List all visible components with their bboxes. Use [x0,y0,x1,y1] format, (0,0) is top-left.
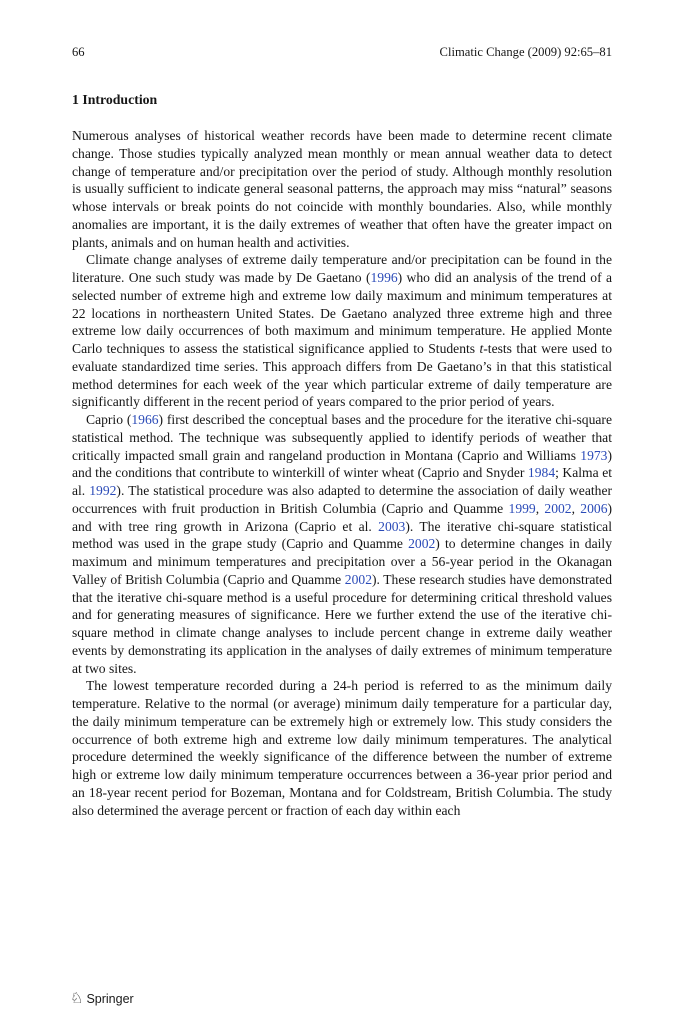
page-content [72,45,612,819]
text-segment: ) to determine changes in daily maximum and minimum temperatures and precipitation over a 56-year period in the Okanagan Valley of British Columbia (Caprio and Quamme [72,536,612,587]
citation-link[interactable]: 1973 [580,447,608,463]
springer-knight-icon: ♘ [70,989,84,1007]
paragraph [72,251,612,411]
text-segment: -tests that were used to evaluate standardized time series. This approach differs from De Gaetano’s in that this statistical method determines for each week of the year which particular extreme of daily temperature are significantly different in the recent period of years compared to the prior period of years. [72,341,612,410]
text-segment: , [535,500,545,516]
page-header [72,45,612,60]
text-segment: Climate change analyses of extreme daily temperature and/or precipitation can be found in the literature. One such study was made by De Gaetano ( [72,252,612,285]
paragraph [72,127,612,251]
text-segment: , [571,500,581,516]
text-segment: ) first described the conceptual bases and the procedure for the iterative chi-square statistical method. The technique was subsequently applied to identify periods of weather that critically impacted small grain and rangeland production in Montana (Caprio and Williams [72,412,612,463]
journal-reference: Climatic Change (2009) 92:65–81 [439,45,612,59]
text-segment: Numerous analyses of historical weather records have been made to determine recent climate change. Those studies typically analyzed mean monthly or mean annual weather data to detect change of temperature and/or precipitation over the period of study. Although monthly resolution is usually sufficient to indicate general seasonal patterns, the approach may miss “natural” seasons whose intervals or break points do not coincide with monthly boundaries. Also, while monthly anomalies are important, it is the daily extremes of weather that often have the greater impact on plants, animals and on human health and activities. [72,128,612,250]
publisher-name: Springer [86,991,134,1006]
text-segment: t [479,341,484,356]
citation-link[interactable]: 1984 [527,465,556,481]
text-segment: ; Kalma et al. [72,465,612,498]
text-segment: Caprio ( [86,412,132,427]
section-heading: 1 Introduction [72,92,158,107]
citation-link[interactable]: 1996 [370,270,398,285]
citation-link[interactable]: 2003 [378,518,406,534]
text-segment: ) and the conditions that contribute to winterkill of winter wheat (Caprio and Snyder [72,447,612,481]
citation-link[interactable]: 2002 [344,571,372,587]
citation-link[interactable]: 1992 [89,483,117,498]
text-segment: ) and with tree ring growth in Arizona (Caprio et al. [72,500,613,534]
paragraph [72,411,612,677]
citation-link[interactable]: 2006 [580,500,608,516]
paragraph [72,677,612,819]
text-segment: ) who did an analysis of the trend of a selected number of extreme high and extreme low daily maximum and minimum temperatures at 22 locations in northeastern United States. De Gaetano analyzed three extreme high and three extreme low daily occurrences of both maximum and minimum temperature. He applied Monte Carlo techniques to assess the statistical significance applied to Students [72,270,612,356]
page-footer [70,991,134,1006]
text-segment: ). These research studies have demonstrated that the iterative chi-square method is a useful procedure for determining critical threshold values and for generating measures of significance. Here we further extend the use of the iterative chi-square method in climate change analyses to include percent change in extreme daily weather events by demonstrating its application in the analyses of daily extremes of minimum temperature at two sites. [72,571,613,676]
text-segment: The lowest temperature recorded during a 24-h period is referred to as the minimum daily temperature. Relative to the normal (or average) minimum daily temperature for a particular day, the daily minimum temperature can be extremely high or extremely low. This study considers the occurrence of both extreme high and extreme low daily minimum temperatures. The analytical procedure determined the weekly significance of the difference between the number of extreme high or extreme low daily minimum temperature occurrences between a 36-year prior period and an 18-year recent period for Bozeman, Montana and for Coldstream, British Columbia. The study also determined the average percent or fraction of each day within each [72,678,612,818]
text-segment: ). The iterative chi-square statistical method was used in the grape study (Caprio and Quamme [72,518,612,552]
citation-link[interactable]: 2002 [408,536,436,552]
paragraphs [72,127,612,819]
citation-link[interactable]: 2002 [544,500,572,516]
page-number: 66 [72,45,85,59]
citation-link[interactable]: 1966 [131,412,159,427]
citation-link[interactable]: 1999 [508,500,536,516]
text-segment: ). The statistical procedure was also adapted to determine the association of daily weather occurrences with fruit production in British Columbia (Caprio and Quamme [72,483,612,516]
